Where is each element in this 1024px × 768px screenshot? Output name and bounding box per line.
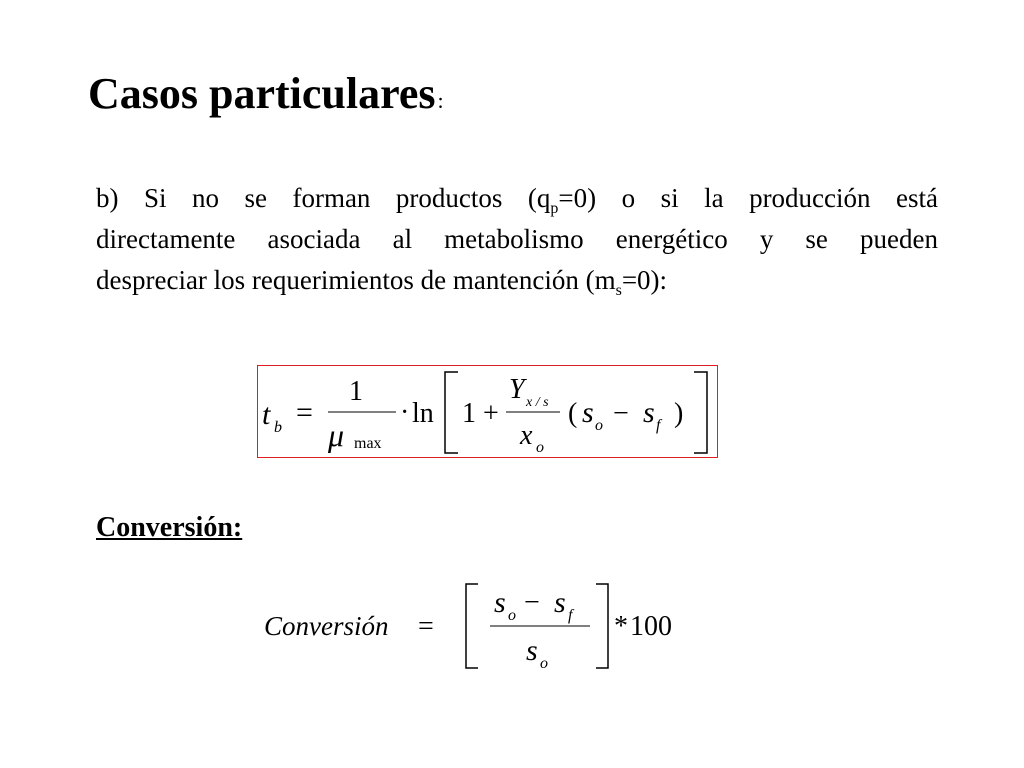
so-sub: o (595, 417, 603, 434)
paragraph-line-2: directamente asociada al metabolismo energético y se pueden (96, 224, 938, 254)
minus-sign: − (613, 398, 629, 429)
conv-right-bracket (596, 584, 608, 668)
num-o: o (508, 607, 516, 624)
paragraph-line-3 (96, 260, 938, 301)
line1-post: =0) o si la producción está (558, 183, 938, 213)
right-bracket (694, 372, 707, 453)
times-sign: * (614, 611, 628, 642)
x0-var: x (520, 420, 533, 451)
den-s: s (526, 634, 538, 667)
num-s: s (494, 586, 506, 619)
conversion-heading: Conversión: (96, 512, 243, 543)
batch-time-formula-box (257, 365, 718, 458)
frac1-numerator: 1 (349, 376, 363, 407)
one-plus: 1 + (462, 398, 499, 429)
tb-var: t (262, 398, 271, 431)
conversion-lhs: Conversión (264, 611, 389, 641)
page-title (88, 68, 444, 119)
paren-close: ) (674, 398, 684, 429)
sf-var: s (643, 396, 655, 429)
x0-sub: o (536, 439, 544, 456)
line3-post: =0): (621, 265, 668, 295)
paren-open: ( (568, 398, 578, 429)
ln-operator: ln (412, 398, 434, 429)
line3-pre: despreciar los requerimientos de mantención (m (96, 265, 616, 295)
conversion-formula-svg (258, 578, 698, 678)
num-minus: − (524, 587, 540, 618)
left-bracket (445, 372, 458, 453)
conv-left-bracket (466, 584, 478, 668)
conversion-equals: = (418, 611, 434, 642)
sf-sub: f (656, 417, 661, 434)
hundred: 100 (630, 611, 672, 642)
so-var: s (582, 396, 594, 429)
yield-sub: x / s (526, 395, 549, 410)
line1-pre: b) Si no se forman productos (q (96, 183, 551, 213)
tb-sub: b (274, 419, 282, 436)
dot-operator: · (400, 397, 410, 428)
paragraph-line-1 (96, 178, 938, 219)
title-text: Casos particulares (88, 69, 436, 118)
den-o: o (540, 655, 548, 672)
line1-sub: p (550, 200, 559, 217)
num-f: f (568, 607, 573, 624)
title-colon: : (437, 88, 444, 113)
mu-symbol: μ (328, 417, 345, 453)
mu-sub-max: max (354, 435, 382, 452)
batch-time-formula (258, 366, 716, 456)
description-paragraph (96, 178, 938, 301)
tb-equals: = (296, 396, 313, 429)
num-s2: s (554, 586, 566, 619)
conversion-formula (258, 578, 698, 678)
yield-var: Y (509, 374, 525, 405)
line3-sub: s (615, 282, 622, 299)
